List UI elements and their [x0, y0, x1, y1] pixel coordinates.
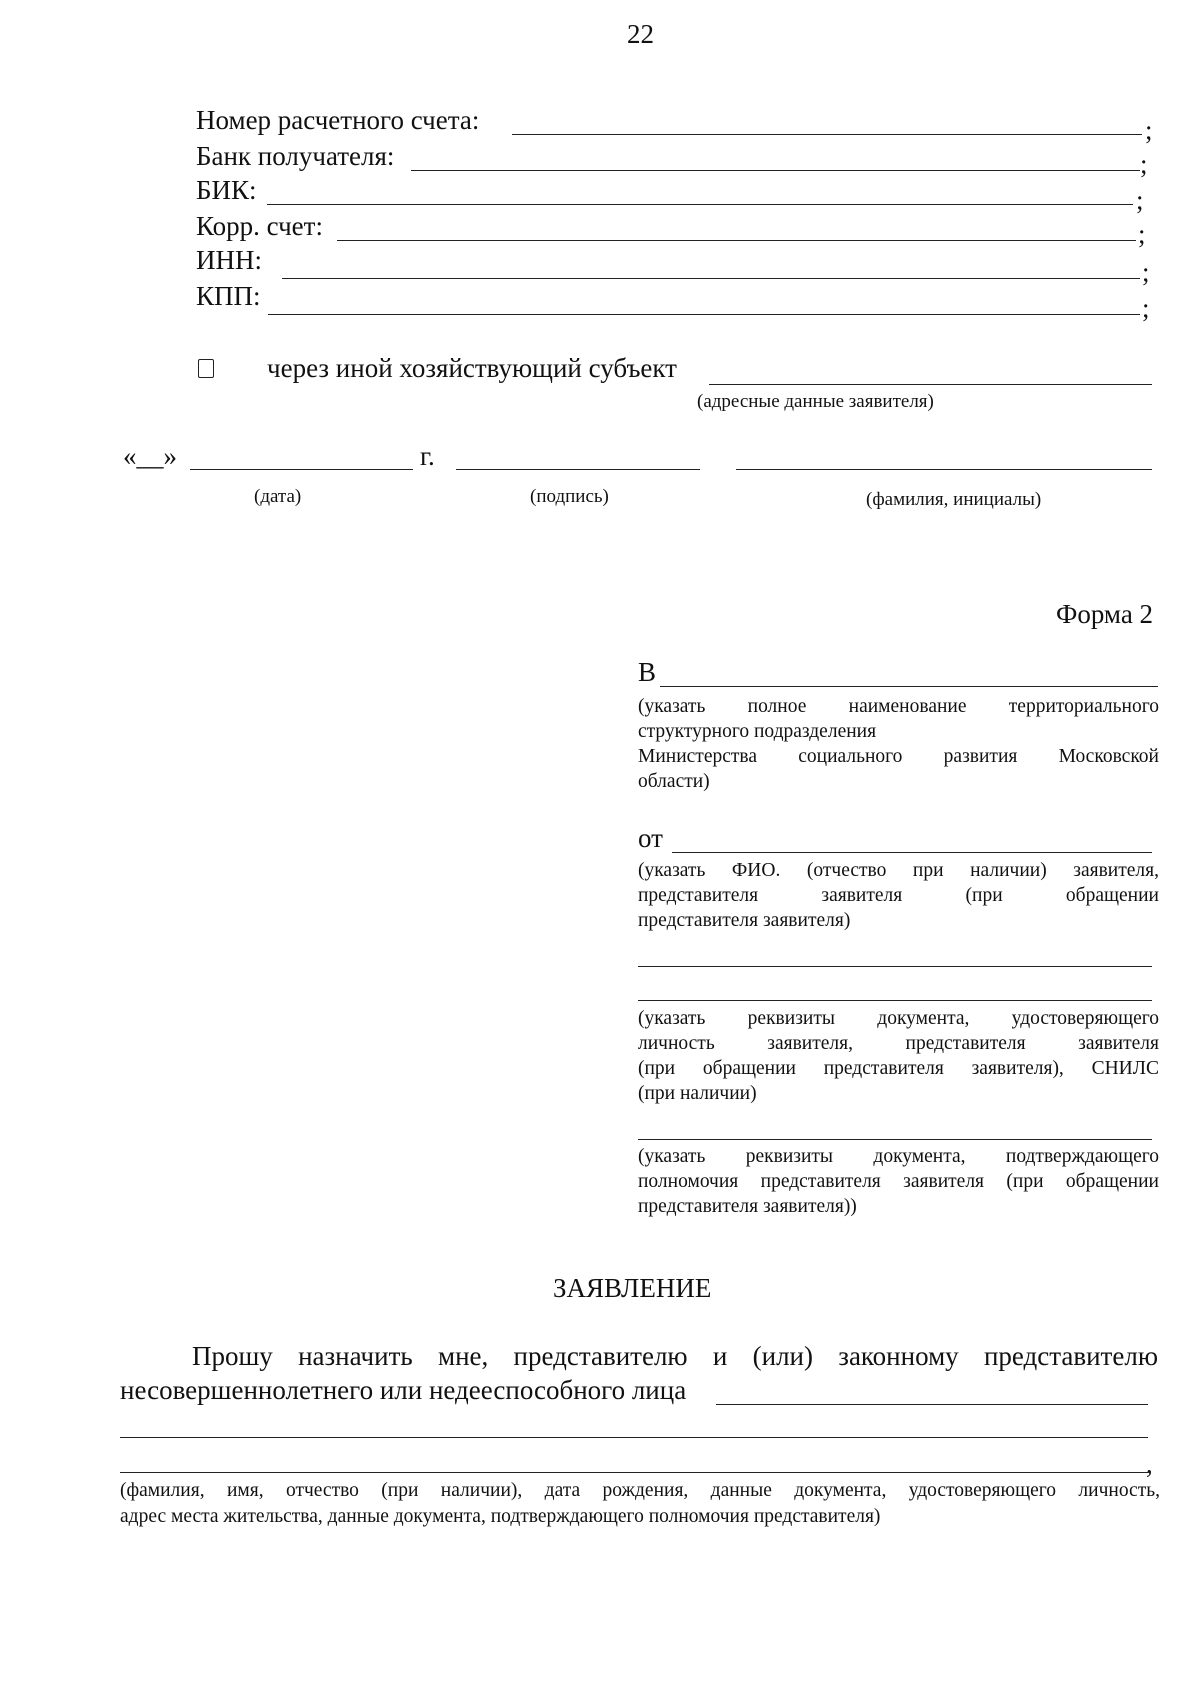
- corr-account-semicolon: ;: [1138, 219, 1146, 249]
- kpp-label: КПП:: [196, 281, 261, 311]
- date-caption: (дата): [254, 486, 302, 507]
- to-prefix: В: [638, 657, 657, 687]
- identity-document-caption-line: (при обращении представителя заявителя), СНИЛС: [638, 1058, 1159, 1079]
- identity-document-caption: [638, 1006, 1159, 1106]
- bik-field[interactable]: [267, 204, 1133, 205]
- statement-line-2: несовершеннолетнего или недееспособного лица: [120, 1375, 687, 1405]
- bik-label: БИК:: [196, 175, 257, 205]
- statement-title: ЗАЯВЛЕНИЕ: [553, 1273, 712, 1303]
- ward-caption-line: адрес места жительства, данные документа, подтверждающего полномочия представителя): [120, 1506, 881, 1527]
- corr-account-field[interactable]: [337, 240, 1136, 241]
- ward-field-3[interactable]: [120, 1472, 1148, 1473]
- identity-document-caption-line: (указать реквизиты документа, удостоверяющего: [638, 1008, 1159, 1029]
- account-number-field[interactable]: [512, 134, 1142, 135]
- account-number-semicolon: ;: [1145, 115, 1153, 145]
- inn-field[interactable]: [282, 278, 1140, 279]
- identity-document-field-2[interactable]: [638, 1000, 1152, 1001]
- year-suffix: г.: [420, 441, 435, 471]
- form-title: Форма 2: [1056, 599, 1154, 629]
- recipient-field[interactable]: [660, 686, 1158, 687]
- other-entity-field[interactable]: [709, 384, 1152, 385]
- kpp-field[interactable]: [268, 314, 1140, 315]
- date-quote: «__»: [123, 441, 177, 471]
- kpp-semicolon: ;: [1142, 293, 1150, 323]
- bik-semicolon: ;: [1136, 185, 1144, 215]
- identity-document-caption-line: (при наличии): [638, 1083, 757, 1104]
- ward-caption-line: (фамилия, имя, отчество (при наличии), дата рождения, данные документа, удостоверяющего личность,: [120, 1480, 1160, 1501]
- page-number: 22: [627, 19, 654, 49]
- applicant-name-caption-line: представителя заявителя): [638, 910, 851, 931]
- signature-caption: (подпись): [530, 486, 609, 507]
- recipient-caption: [638, 694, 1159, 794]
- name-caption: (фамилия, инициалы): [866, 489, 1042, 510]
- inn-label: ИНН:: [196, 245, 262, 275]
- ward-comma: ,: [1146, 1449, 1153, 1479]
- authority-document-caption-line: полномочия представителя заявителя (при обращении: [638, 1171, 1159, 1192]
- applicant-name-caption-line: представителя заявителя (при обращении: [638, 885, 1159, 906]
- statement-line-1: Прошу назначить мне, представителю и (или) законному представителю: [192, 1341, 1158, 1371]
- applicant-name-field[interactable]: [672, 852, 1152, 853]
- bank-name-semicolon: ;: [1140, 149, 1148, 179]
- bank-name-field[interactable]: [411, 170, 1140, 171]
- inn-semicolon: ;: [1142, 257, 1150, 287]
- other-entity-label: через иной хозяйствующий субъект: [267, 353, 677, 383]
- signature-field[interactable]: [456, 469, 700, 470]
- applicant-name-caption-line: (указать ФИО. (отчество при наличии) заявителя,: [638, 860, 1159, 881]
- other-entity-checkbox[interactable]: [198, 359, 214, 378]
- ward-field-2[interactable]: [120, 1437, 1148, 1438]
- authority-document-field[interactable]: [638, 1139, 1152, 1140]
- recipient-caption-line: структурного подразделения: [638, 721, 877, 742]
- address-caption: (адресные данные заявителя): [697, 391, 934, 412]
- date-field[interactable]: [190, 469, 413, 470]
- recipient-caption-line: области): [638, 771, 710, 792]
- identity-document-field-1[interactable]: [638, 966, 1152, 967]
- authority-document-caption: [638, 1144, 1159, 1219]
- account-number-label: Номер расчетного счета:: [196, 105, 480, 135]
- from-prefix: от: [638, 823, 663, 853]
- name-field[interactable]: [736, 469, 1152, 470]
- applicant-name-caption: [638, 858, 1159, 933]
- recipient-caption-line: (указать полное наименование территориального: [638, 696, 1159, 717]
- ward-caption: [120, 1478, 1160, 1530]
- corr-account-label: Корр. счет:: [196, 211, 323, 241]
- authority-document-caption-line: (указать реквизиты документа, подтверждающего: [638, 1146, 1159, 1167]
- ward-field-1[interactable]: [716, 1404, 1148, 1405]
- identity-document-caption-line: личность заявителя, представителя заявителя: [638, 1033, 1159, 1054]
- bank-name-label: Банк получателя:: [196, 141, 395, 171]
- recipient-caption-line: Министерства социального развития Московской: [638, 746, 1159, 767]
- authority-document-caption-line: представителя заявителя)): [638, 1196, 857, 1217]
